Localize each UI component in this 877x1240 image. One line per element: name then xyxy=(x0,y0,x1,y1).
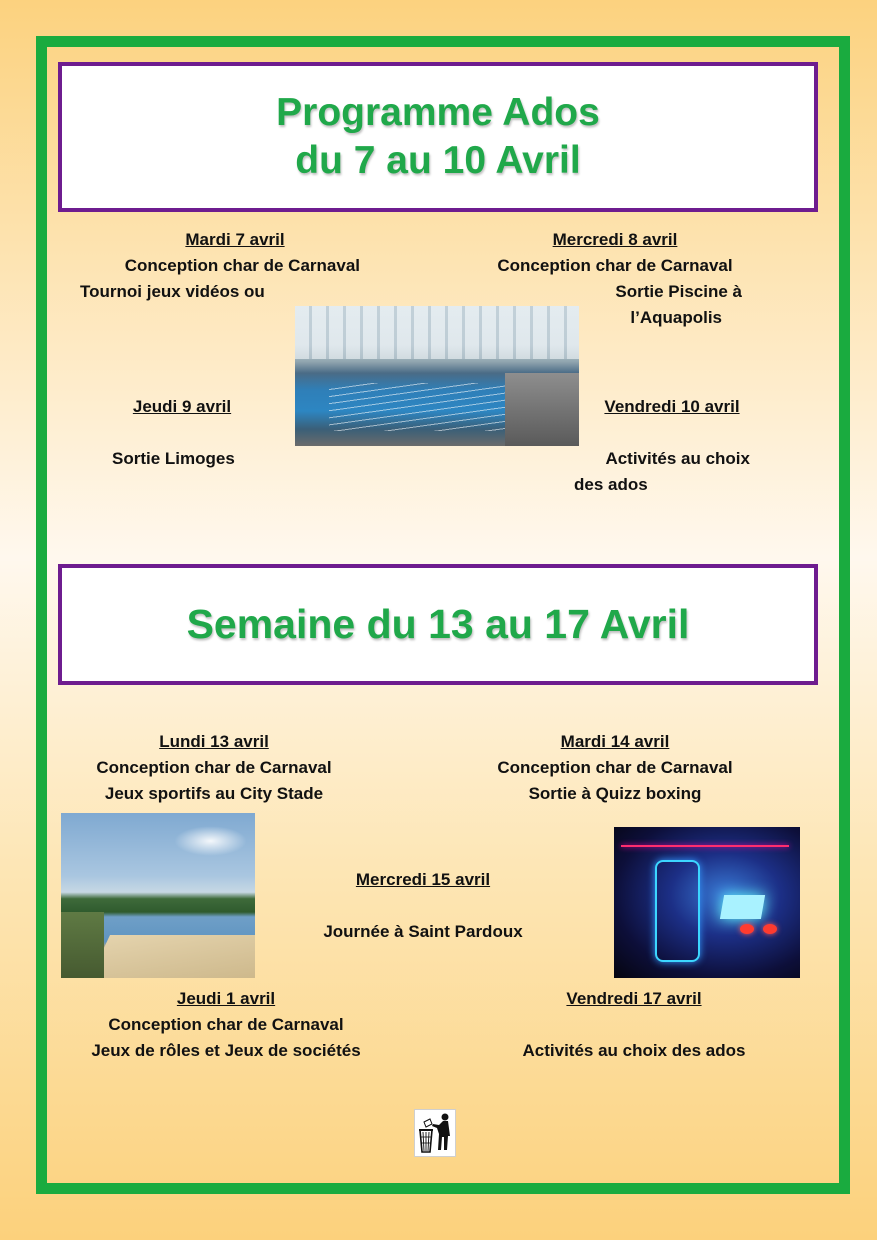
title-programme-ados: Programme Ados xyxy=(276,91,600,135)
day-activity: Sortie Piscine à xyxy=(615,282,742,301)
day-activity: Journée à Saint Pardoux xyxy=(323,922,523,941)
day-activity: Jeux de rôles et Jeux de sociétés xyxy=(91,1041,361,1060)
pool-roof xyxy=(295,306,579,359)
day-activity: Conception char de Carnaval xyxy=(96,758,332,777)
day-activity: Jeux sportifs au City Stade xyxy=(104,784,324,803)
day-jeudi-1 xyxy=(82,986,370,1064)
cloud xyxy=(174,826,248,856)
laser-game-room-photo xyxy=(614,827,800,978)
day-activity: Activités au choix des ados xyxy=(522,1041,746,1060)
day-heading: Mardi 14 avril xyxy=(560,732,670,751)
red-button xyxy=(740,924,754,934)
grass xyxy=(61,912,104,978)
pool-lanes xyxy=(329,383,528,431)
day-activity: Tournoi jeux vidéos ou xyxy=(80,282,265,301)
neon-line xyxy=(621,845,788,847)
lake-beach-photo xyxy=(61,813,255,978)
beach xyxy=(90,935,255,978)
day-jeudi-9 xyxy=(112,394,252,472)
spacer xyxy=(574,420,770,446)
game-pod xyxy=(655,860,700,962)
spacer xyxy=(514,1012,754,1038)
day-mercredi-15 xyxy=(306,867,540,945)
day-heading: Jeudi 9 avril xyxy=(132,397,232,416)
pool-deck xyxy=(505,373,579,446)
day-heading: Vendredi 10 avril xyxy=(604,397,740,416)
title-box-week2 xyxy=(58,564,818,685)
title-semaine: Semaine du 13 au 17 Avril xyxy=(186,601,690,648)
title-box-week1 xyxy=(58,62,818,212)
day-heading: Vendredi 17 avril xyxy=(566,989,702,1008)
day-activity: Conception char de Carnaval xyxy=(108,1015,344,1034)
day-lundi-13 xyxy=(88,729,340,807)
spacer xyxy=(306,893,540,919)
day-mardi-7 xyxy=(80,227,360,305)
tidyman-recycle-icon xyxy=(414,1109,456,1157)
spacer xyxy=(112,420,252,446)
day-activity: Conception char de Carnaval xyxy=(497,256,733,275)
day-activity: Sortie Limoges xyxy=(112,449,235,468)
day-heading: Mercredi 8 avril xyxy=(552,230,678,249)
day-activity: Conception char de Carnaval xyxy=(124,256,360,275)
day-mardi-14 xyxy=(488,729,742,807)
swimming-pool-photo xyxy=(295,306,579,446)
day-vendredi-17 xyxy=(514,986,754,1064)
day-heading: Lundi 13 avril xyxy=(159,732,269,751)
title-dates-week1: du 7 au 10 Avril xyxy=(295,139,581,182)
day-activity: des ados xyxy=(574,475,648,494)
day-heading: Mardi 7 avril xyxy=(185,230,285,249)
day-heading: Jeudi 1 avril xyxy=(176,989,276,1008)
day-vendredi-10 xyxy=(574,394,770,498)
glowing-panel xyxy=(720,895,765,919)
day-activity: l’Aquapolis xyxy=(630,308,722,327)
day-activity: Activités au choix xyxy=(605,449,750,468)
red-button xyxy=(763,924,777,934)
day-activity: Conception char de Carnaval xyxy=(497,758,733,777)
day-heading: Mercredi 15 avril xyxy=(355,870,491,889)
day-activity: Sortie à Quizz boxing xyxy=(528,784,702,803)
tidyman-icon xyxy=(415,1110,455,1156)
